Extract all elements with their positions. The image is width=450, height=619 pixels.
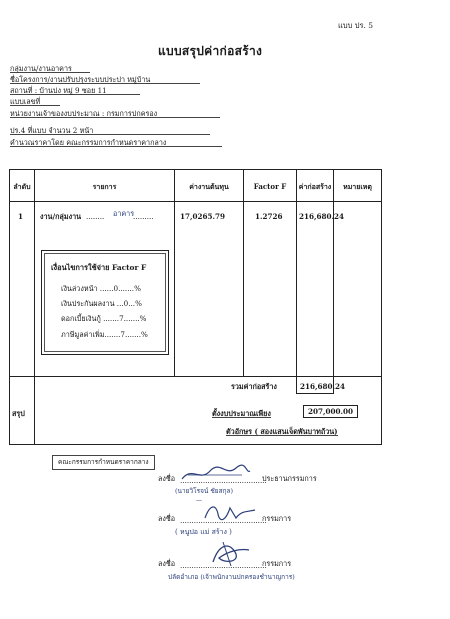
factor-advance: เงินล่วงหน้า ......0.......% [61, 284, 141, 293]
col-divider-1 [34, 169, 35, 445]
table-left-border [9, 169, 10, 445]
words-label: ตัวอักษร ( สองแสนเจ็ดพันบาทถ้วน) [226, 427, 338, 436]
sign-name-1: (นายวิโรจน์ ชัยสกุล) [175, 487, 234, 495]
row-item-prefix: งาน/กลุ่มงาน [40, 212, 82, 221]
col-divider-4 [296, 169, 297, 393]
factor-box [41, 250, 169, 355]
sign-role-1: ประธานกรรมการ [262, 474, 317, 483]
factor-vat: ภาษีมูลค่าเพิ่ม.......7.......% [61, 330, 148, 339]
summary-top-border [9, 376, 382, 377]
summary-label: สรุป [12, 409, 25, 418]
row-item-value: อาคาร [113, 209, 135, 218]
factor-box-title: เงื่อนไขการใช้จ่าย Factor F [51, 263, 147, 272]
sign-name-3: ปลัดอำเภอ (เจ้าพนักงานปกครองชำนาญการ) [168, 573, 295, 581]
sum-label: รวมค่าก่อสร้าง [231, 382, 277, 391]
table-right-border [381, 169, 382, 445]
committee-box-label: คณะกรรมการกำหนดราคากลาง [52, 455, 155, 470]
header-col-cost: ค่างานต้นทุน [189, 182, 229, 191]
signature-1 [178, 462, 253, 484]
sign-dots-2: ...................................... [180, 516, 267, 525]
signature-2 [200, 500, 260, 522]
header-estimator: คำนวณราคาโดย คณะกรรมการกำหนดราคากลาง [10, 139, 222, 147]
row-construction: 216,680.24 [299, 212, 345, 221]
col-divider-5 [333, 169, 334, 393]
header-project: ชื่อโครงการ/งานปรับปรุงระบบประปา หมู่บ้าน [10, 76, 200, 84]
form-code: แบบ ปร. 5 [338, 21, 374, 30]
row-factor: 1.2726 [255, 212, 283, 221]
sign-dots-3: ...................................... [180, 561, 267, 570]
table-top-border [9, 169, 382, 170]
header-group: กลุ่มงาน/งานอาคาร [10, 65, 90, 73]
sign-prefix-2: ลงชื่อ [158, 514, 176, 523]
table-header-border [9, 201, 382, 202]
header-col-item: รายการ [92, 182, 117, 191]
row-cost: 17,0265.79 [180, 212, 226, 221]
row-no: 1 [18, 212, 24, 221]
header-col-no: ลำดับ [13, 182, 31, 191]
table-bottom-border [9, 444, 382, 445]
header-location: สถานที่ : บ้านปง หมู่ 9 ซอย 11 [10, 87, 140, 95]
header-col-factor: Factor F [253, 182, 287, 191]
header-plan-no: แบบเลขที่ [10, 98, 60, 106]
page-title: แบบสรุปค่าก่อสร้าง [158, 44, 263, 58]
sum-value: 216,680.24 [300, 382, 346, 391]
header-col-construction: ค่าก่อสร้าง [298, 182, 332, 191]
col-divider-3 [243, 169, 244, 376]
header-agency: หน่วยงานเจ้าของงบประมาณ : กรมการปกครอง [10, 110, 220, 118]
sign-role-3: กรรมการ [262, 559, 292, 568]
row-item-dots-2: ......... [133, 212, 154, 221]
sum-cell-bottom [296, 393, 334, 394]
factor-interest: ดอกเบี้ยเงินกู้ .......7.......% [61, 314, 147, 323]
header-col-note: หมายเหตุ [343, 182, 372, 191]
sign-dots-1: ...................................... [180, 476, 267, 485]
header-pages: ปร.4 ที่แบบ จำนวน 2 หน้า [10, 127, 210, 135]
sign-role-2: กรรมการ [262, 514, 292, 523]
row-item-dots: ........ [86, 212, 105, 221]
sign-name-2: ( หนูปอ แม่ สร้าง ) [175, 528, 232, 536]
sign-prefix-3: ลงชื่อ [158, 559, 176, 568]
col-divider-2 [174, 169, 175, 376]
sign-prefix-1: ลงชื่อ [158, 474, 176, 483]
sign-position-1: — [196, 497, 202, 504]
factor-guarantee: เงินประกันผลงาน ...0...% [61, 299, 142, 308]
budget-label: ตั้งงบประมาณเพียง [212, 409, 271, 418]
signature-3 [205, 538, 255, 568]
budget-value: 207,000.00 [303, 405, 358, 418]
